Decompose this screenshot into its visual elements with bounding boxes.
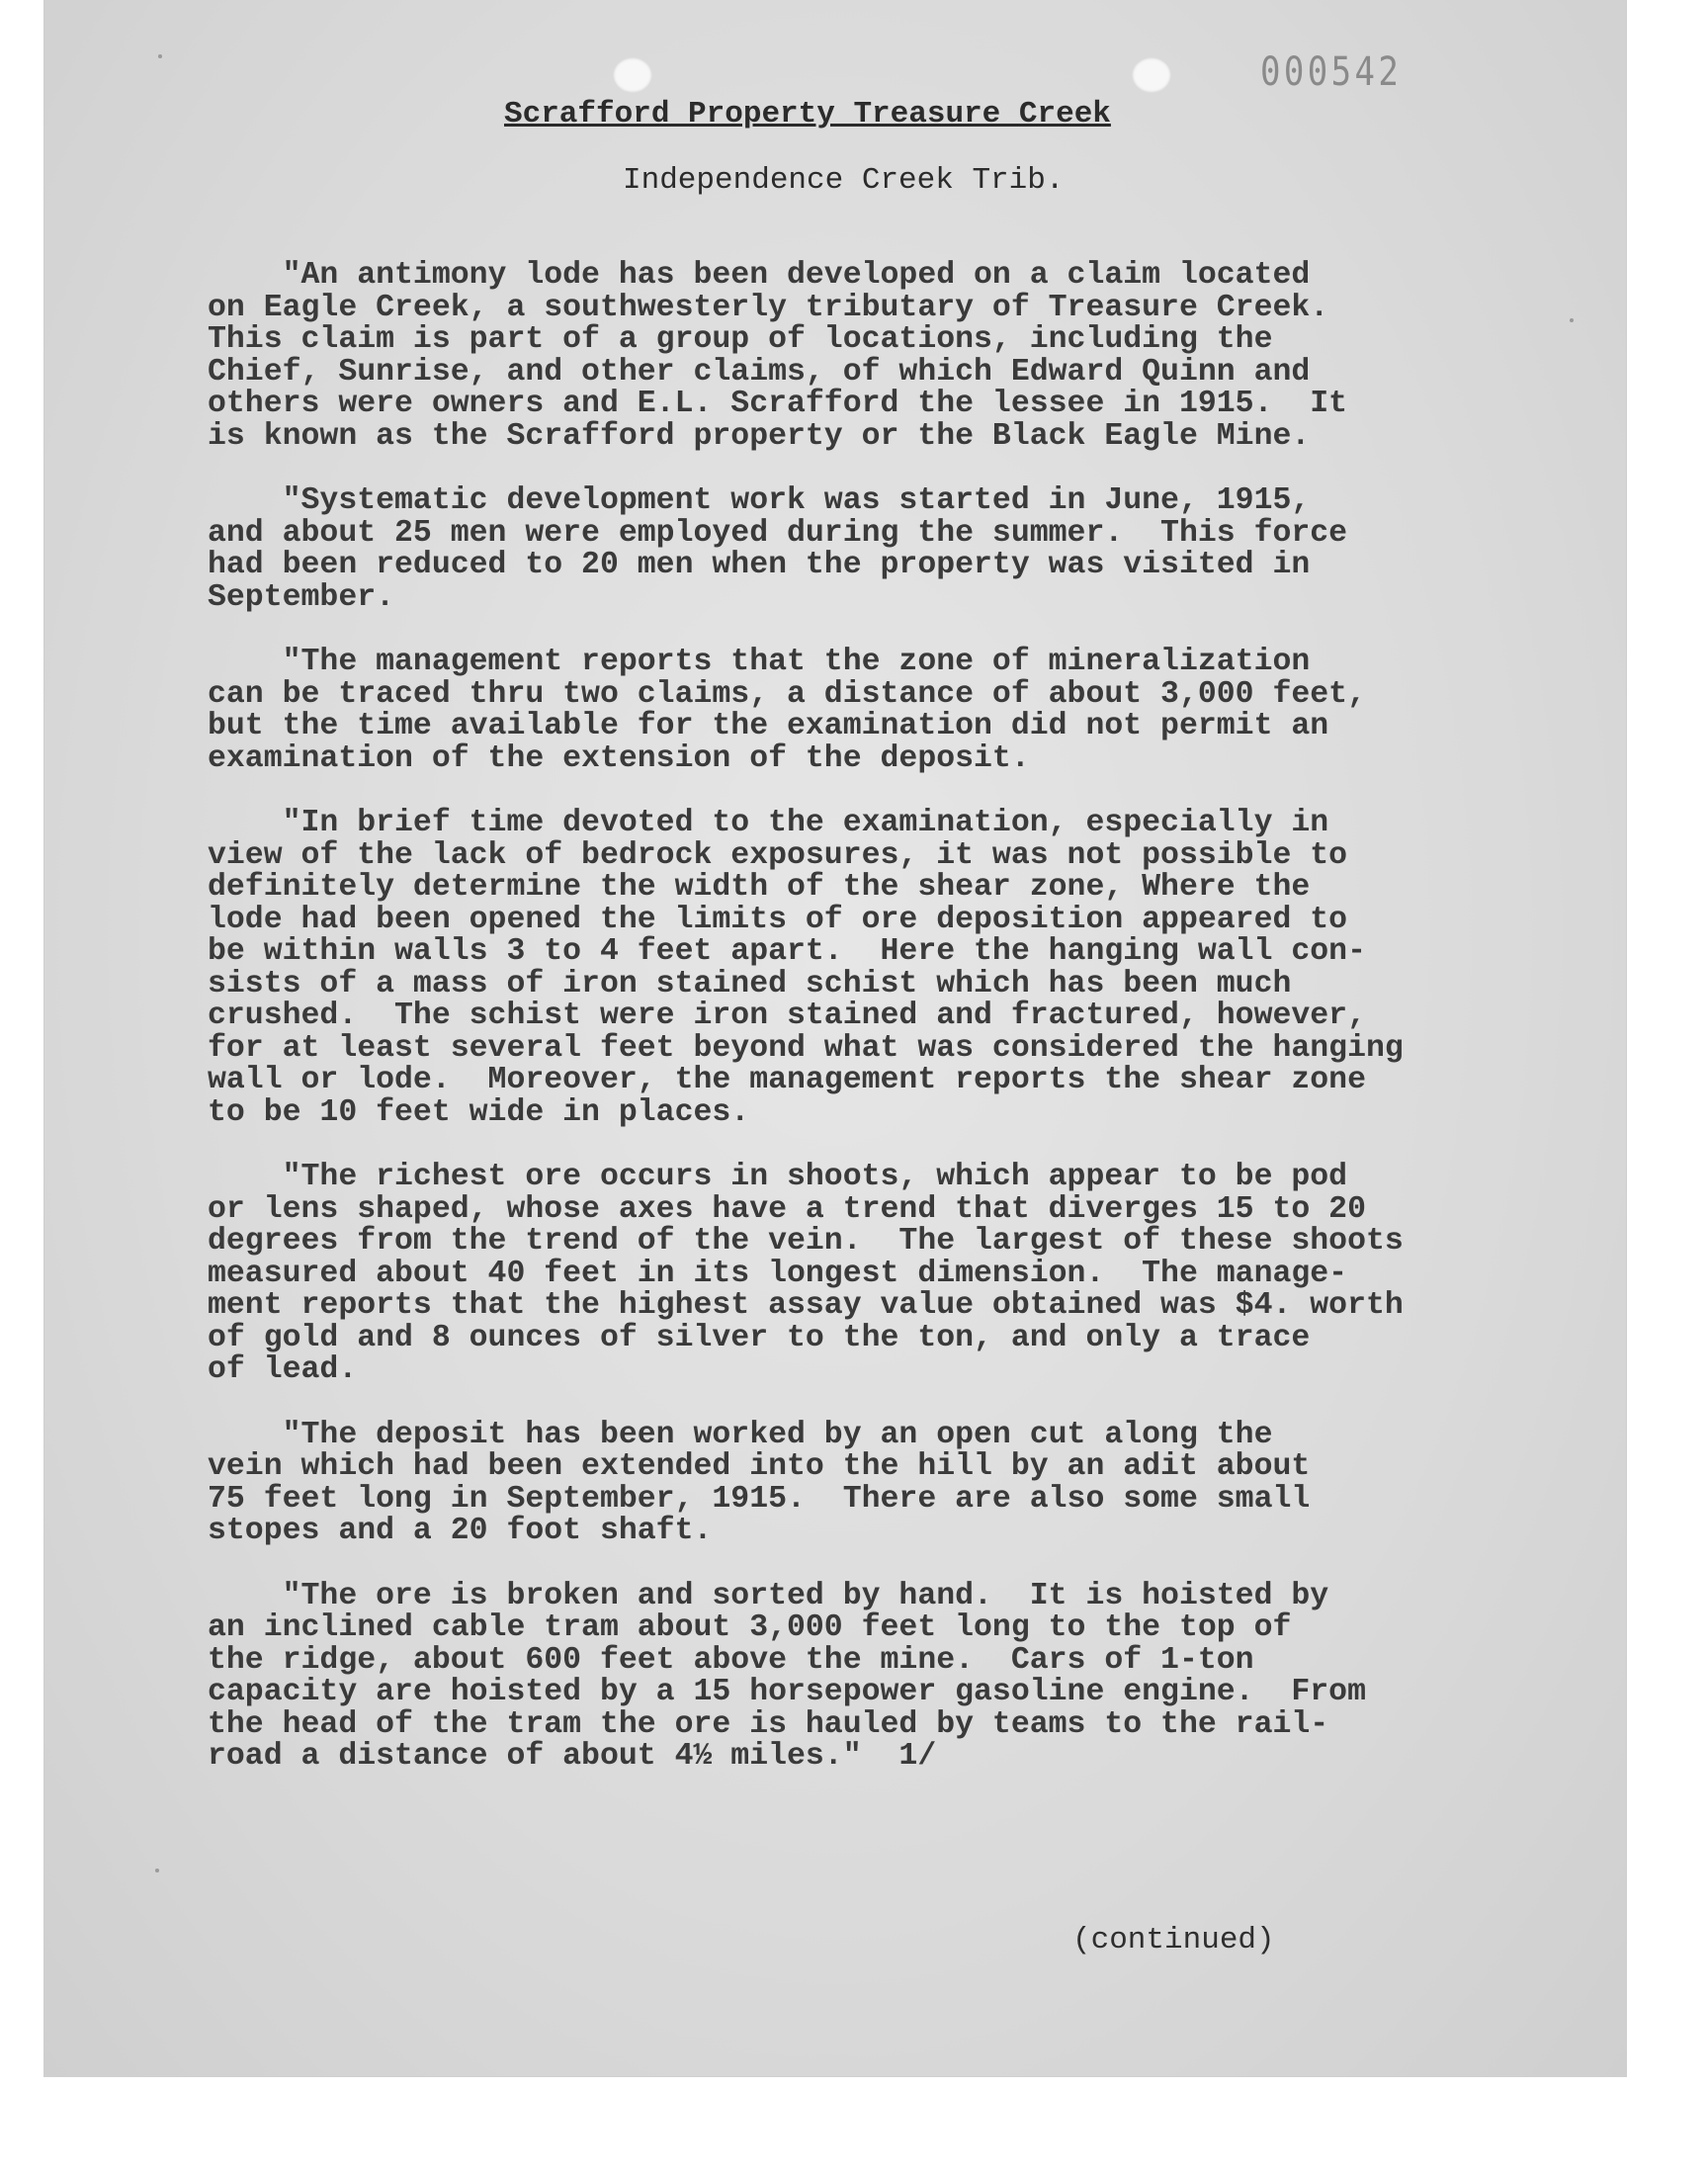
text-line: be within walls 3 to 4 feet apart. Here the hanging wall con- xyxy=(208,934,1366,969)
text-line: of lead. xyxy=(208,1352,358,1387)
text-line: September. xyxy=(208,579,395,615)
paragraph xyxy=(208,260,1532,453)
text-line: the ridge, about 600 feet above the mine. Cars of 1-ton xyxy=(208,1642,1254,1678)
text-line: examination of the extension of the deposit. xyxy=(208,740,1030,776)
paragraph xyxy=(208,485,1532,614)
text-line: measured about 40 feet in its longest dimension. The manage- xyxy=(208,1256,1348,1291)
text-line: "The richest ore occurs in shoots, which appear to be pod xyxy=(208,1160,1348,1194)
text-line: sists of a mass of iron stained schist which has been much xyxy=(208,966,1292,1001)
text-line: view of the lack of bedrock exposures, it was not possible to xyxy=(208,837,1348,873)
text-line: but the time available for the examination did not permit an xyxy=(208,709,1329,743)
text-line: wall or lode. Moreover, the management reports the shear zone xyxy=(208,1063,1366,1097)
text-line: "In brief time devoted to the examination, especially in xyxy=(208,806,1329,840)
text-line: crushed. The schist were iron stained and fractured, however, xyxy=(208,999,1366,1033)
text-line: ment reports that the highest assay value obtained was $4. worth xyxy=(208,1288,1404,1323)
text-line: can be traced thru two claims, a distance of about 3,000 feet, xyxy=(208,676,1366,712)
text-line: road a distance of about 4½ miles." 1/ xyxy=(208,1739,937,1774)
scan-speck xyxy=(155,1869,159,1872)
text-line: "The management reports that the zone of mineralization xyxy=(208,645,1311,679)
text-line: of gold and 8 ounces of silver to the ton, and only a trace xyxy=(208,1320,1311,1355)
text-line: had been reduced to 20 men when the property was visited in xyxy=(208,548,1311,582)
text-line: vein which had been extended into the hill by an adit about xyxy=(208,1449,1311,1484)
text-line: is known as the Scrafford property or the Black Eagle Mine. xyxy=(208,418,1311,454)
document-body xyxy=(208,260,1532,1806)
text-line: "The ore is broken and sorted by hand. It is hoisted by xyxy=(208,1578,1329,1613)
text-line: for at least several feet beyond what was considered the hanging xyxy=(208,1030,1404,1066)
text-line: and about 25 men were employed during the summer. This force xyxy=(208,515,1348,551)
text-line: to be 10 feet wide in places. xyxy=(208,1094,750,1130)
paragraph xyxy=(208,1162,1532,1387)
paragraph xyxy=(208,1417,1532,1548)
text-line: capacity are hoisted by a 15 horsepower gasoline engine. From xyxy=(208,1675,1366,1709)
text-line: "The deposit has been worked by an open cut along the xyxy=(208,1417,1273,1452)
text-line: or lens shaped, whose axes have a trend that diverges 15 to 20 xyxy=(208,1191,1366,1227)
text-line: degrees from the trend of the vein. The largest of these shoots xyxy=(208,1224,1404,1259)
paragraph xyxy=(208,647,1532,775)
text-line: 75 feet long in September, 1915. There are also some small xyxy=(208,1481,1311,1517)
punch-hole-right xyxy=(1132,57,1171,93)
text-line: stopes and a 20 foot shaft. xyxy=(208,1514,713,1548)
text-line: the head of the tram the ore is hauled by teams to the rail- xyxy=(208,1706,1329,1742)
scan-speck xyxy=(1570,318,1574,322)
document-number: 000542 xyxy=(1260,49,1403,95)
paragraph xyxy=(208,1578,1532,1774)
text-line: This claim is part of a group of locations, including the xyxy=(208,322,1273,357)
document-title: Scrafford Property Treasure Creek xyxy=(504,97,1111,131)
continued-note: (continued) xyxy=(1072,1923,1275,1958)
text-line: Chief, Sunrise, and other claims, of which Edward Quinn and xyxy=(208,354,1311,390)
paragraph xyxy=(208,808,1532,1129)
text-line: an inclined cable tram about 3,000 feet long to the top of xyxy=(208,1610,1292,1645)
document-subtitle: Independence Creek Trib. xyxy=(623,163,1065,198)
text-line: on Eagle Creek, a southwesterly tributary of Treasure Creek. xyxy=(208,290,1329,325)
text-line: "Systematic development work was started in June, 1915, xyxy=(208,483,1311,518)
text-line: definitely determine the width of the shear zone, Where the xyxy=(208,870,1311,905)
text-line: others were owners and E.L. Scrafford the lessee in 1915. It xyxy=(208,387,1348,421)
text-line: "An antimony lode has been developed on a claim located xyxy=(208,258,1311,293)
text-line: lode had been opened the limits of ore deposition appeared to xyxy=(208,902,1348,937)
scan-speck xyxy=(158,54,162,58)
punch-hole-left xyxy=(613,57,652,93)
